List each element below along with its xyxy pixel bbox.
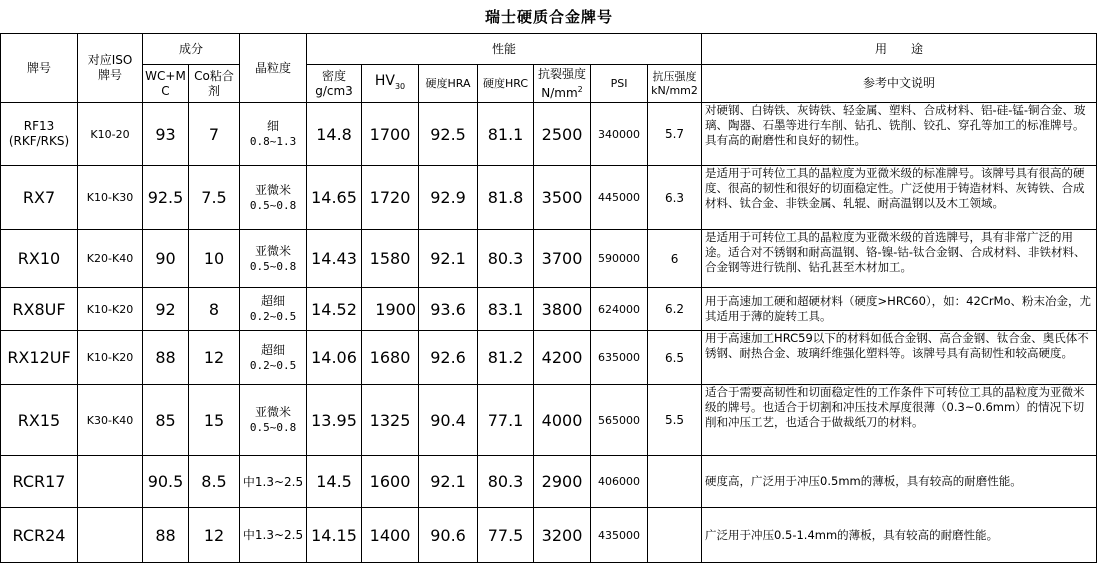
cell-density: 14.15 [307, 508, 362, 563]
cell-hra: 92.9 [419, 166, 478, 230]
header-iso-line2: 牌号 [97, 68, 122, 82]
header-comp [648, 65, 702, 103]
cell-grain-line2: 0.5~0.8 [249, 259, 297, 273]
cell-comp: 6.2 [648, 288, 702, 331]
cell-psi: 590000 [591, 230, 648, 288]
header-hv-sub: 30 [394, 81, 406, 91]
header-row-2 [1, 65, 1097, 103]
cell-usage: 广泛用于冲压0.5-1.4mm的薄板，具有较高的耐磨性能。 [702, 508, 1097, 563]
cell-comp [648, 456, 702, 508]
cell-hra: 90.6 [419, 508, 478, 563]
header-co-line1: Co粘合 [194, 68, 234, 83]
cell-wc: 90.5 [143, 456, 189, 508]
cell-grain [240, 166, 307, 230]
header-trs-sup: 2 [577, 84, 583, 94]
header-hra: 硬度HRA [419, 65, 478, 103]
cell-hrc: 80.3 [478, 456, 534, 508]
cell-grain-line2: 0.2~0.5 [249, 310, 297, 323]
cell-iso: K10-K20 [78, 331, 143, 385]
cell-grade-line2: (RKF/RKS) [8, 134, 70, 148]
table-row [1, 288, 1097, 331]
cell-psi: 435000 [591, 508, 648, 563]
cell-comp: 5.7 [648, 103, 702, 166]
cell-usage: 对硬钢、白铸铁、灰铸铁、轻金属、塑料、合成材料、铝-硅-锰-铜合金、玻璃、陶器、石墨等进行车削、钻孔、铣削、铰孔、穿孔等加工的标准牌号。具有高的耐磨性和良好的韧性。 [702, 103, 1097, 166]
cell-hra: 92.1 [419, 230, 478, 288]
cell-grain: 中1.3~2.5 [240, 456, 307, 508]
cell-comp: 6 [648, 230, 702, 288]
table-title: 瑞士硬质合金牌号 [484, 8, 613, 26]
header-comp-line1: 抗压强度 [652, 69, 697, 83]
header-performance: 性能 [307, 34, 702, 65]
cell-iso [78, 456, 143, 508]
header-grain: 晶粒度 [240, 34, 307, 103]
cell-grade [1, 103, 78, 166]
cell-hra: 90.4 [419, 385, 478, 456]
cell-density: 14.52 [307, 288, 362, 331]
cell-wc: 85 [143, 385, 189, 456]
cell-trs: 2900 [534, 456, 591, 508]
header-trs-line2-wrap [536, 82, 588, 101]
cell-hv: 1580 [362, 230, 419, 288]
cell-hra: 92.5 [419, 103, 478, 166]
cell-usage: 用于高速加工HRC59以下的材料如低合金钢、高合金钢、钛合金、奥氏体不锈钢、耐热合金、玻璃纤维强化塑料等。该牌号具有高韧性和较高硬度。 [702, 331, 1097, 385]
cell-co: 10 [189, 230, 240, 288]
cell-psi: 445000 [591, 166, 648, 230]
cell-grade: RX8UF [1, 288, 78, 331]
cell-psi: 565000 [591, 385, 648, 456]
table-row [1, 385, 1097, 456]
header-iso-line1: 对应ISO [87, 53, 133, 67]
header-trs [534, 65, 591, 103]
cell-co: 7 [189, 103, 240, 166]
header-row-1 [1, 34, 1097, 65]
cell-trs: 2500 [534, 103, 591, 166]
cell-hv: 1700 [362, 103, 419, 166]
header-wc-line2: C [161, 83, 170, 98]
cell-trs: 3500 [534, 166, 591, 230]
cell-psi: 340000 [591, 103, 648, 166]
cell-wc: 92.5 [143, 166, 189, 230]
cell-grade: RCR24 [1, 508, 78, 563]
cell-grade: RX15 [1, 385, 78, 456]
cell-grain-line2: 0.2~0.5 [249, 358, 297, 372]
cell-comp: 5.5 [648, 385, 702, 456]
header-density [307, 65, 362, 103]
cell-iso [78, 508, 143, 563]
cell-grain-line2: 0.8~1.3 [249, 135, 297, 148]
header-grade: 牌号 [1, 34, 78, 103]
cell-density: 14.43 [307, 230, 362, 288]
cell-hrc: 81.2 [478, 331, 534, 385]
header-composition: 成分 [143, 34, 240, 65]
table-row [1, 508, 1097, 563]
cell-hv: 1900 [362, 288, 419, 331]
cell-hrc: 81.8 [478, 166, 534, 230]
table-row [1, 331, 1097, 385]
header-co-line2: 剂 [208, 83, 221, 98]
cell-usage: 硬度高，广泛用于冲压0.5mm的薄板，具有较高的耐磨性能。 [702, 456, 1097, 508]
cell-hra: 92.1 [419, 456, 478, 508]
cell-psi: 406000 [591, 456, 648, 508]
cell-grain-line2: 0.5~0.8 [249, 421, 297, 434]
cell-grain: 中1.3~2.5 [240, 508, 307, 563]
cell-grain [240, 103, 307, 166]
cell-iso: K10-K30 [78, 166, 143, 230]
table-row [1, 230, 1097, 288]
cell-hrc: 77.1 [478, 385, 534, 456]
cell-grain-line2: 0.5~0.8 [249, 198, 297, 212]
header-density-line2: g/cm3 [315, 83, 353, 98]
header-usage: 用 途 [702, 34, 1097, 65]
cell-wc: 93 [143, 103, 189, 166]
cell-grain-line1: 超细 [261, 342, 286, 357]
cell-comp [648, 508, 702, 563]
cell-co: 12 [189, 508, 240, 563]
cell-trs: 3800 [534, 288, 591, 331]
header-hv-label: HV [374, 72, 395, 89]
cell-grain-line1: 细 [267, 119, 280, 133]
cell-grade: RX10 [1, 230, 78, 288]
cell-grain-line1: 亚微米 [255, 182, 292, 197]
cell-grade: RX12UF [1, 331, 78, 385]
cell-co: 8 [189, 288, 240, 331]
header-trs-line1: 抗裂强度 [538, 66, 587, 81]
cell-hv: 1325 [362, 385, 419, 456]
cell-hrc: 77.5 [478, 508, 534, 563]
header-co [189, 65, 240, 103]
cell-comp: 6.3 [648, 166, 702, 230]
cell-hra: 92.6 [419, 331, 478, 385]
header-density-line1: 密度 [322, 68, 347, 83]
table-row [1, 103, 1097, 166]
cell-hv: 1600 [362, 456, 419, 508]
cell-trs: 3700 [534, 230, 591, 288]
header-psi: PSI [591, 65, 648, 103]
cell-co: 15 [189, 385, 240, 456]
cell-grain-line1: 亚微米 [255, 243, 292, 258]
cell-trs: 4000 [534, 385, 591, 456]
header-iso [78, 34, 143, 103]
cell-grade: RX7 [1, 166, 78, 230]
cell-grain-line1: 亚微米 [255, 405, 292, 419]
cell-psi: 635000 [591, 331, 648, 385]
cell-wc: 88 [143, 331, 189, 385]
cell-density: 14.8 [307, 103, 362, 166]
header-hrc: 硬度HRC [478, 65, 534, 103]
cell-usage: 是适用于可转位工具的晶粒度为亚微米级的标准牌号。该牌号具有很高的硬度、很高的韧性和很好的切面稳定性。广泛使用于铸造材料、灰铸铁、合成材料、钛合金、非铁金属、轧辊、耐高温钢以及木工领域。 [702, 166, 1097, 230]
cell-wc: 92 [143, 288, 189, 331]
cell-co: 12 [189, 331, 240, 385]
cell-comp: 6.5 [648, 331, 702, 385]
cell-grade: RCR17 [1, 456, 78, 508]
header-hv [362, 65, 419, 103]
cell-hrc: 83.1 [478, 288, 534, 331]
table-row [1, 456, 1097, 508]
cell-grain [240, 385, 307, 456]
cell-usage: 用于高速加工硬和超硬材料（硬度>HRC60），如：42CrMo、粉末冶金，尤其适用于薄的旋转工具。 [702, 288, 1097, 331]
header-comp-line2: kN/mm2 [651, 83, 698, 97]
table-row [1, 166, 1097, 230]
cell-hv: 1680 [362, 331, 419, 385]
header-wc [143, 65, 189, 103]
cell-wc: 90 [143, 230, 189, 288]
cell-grade-line1: RF13 [23, 119, 55, 133]
grade-table [0, 33, 1097, 563]
cell-trs: 4200 [534, 331, 591, 385]
cell-grain-line1: 超细 [261, 294, 286, 308]
cell-psi: 624000 [591, 288, 648, 331]
cell-wc: 88 [143, 508, 189, 563]
cell-co: 8.5 [189, 456, 240, 508]
cell-usage: 适合于需要高韧性和切面稳定性的工作条件下可转位工具的晶粒度为亚微米级的牌号。也适合于切割和冲压技术厚度很薄（0.3~0.6mm）的情况下切削和冲压工艺，也适合于做裁纸刀的材料。 [702, 385, 1097, 456]
cell-iso: K30-K40 [78, 385, 143, 456]
cell-iso: K20-K40 [78, 230, 143, 288]
cell-hv: 1720 [362, 166, 419, 230]
cell-grain [240, 288, 307, 331]
cell-grain [240, 230, 307, 288]
header-usage-sub: 参考中文说明 [702, 65, 1097, 103]
cell-density: 14.65 [307, 166, 362, 230]
cell-usage: 是适用于可转位工具的晶粒度为亚微米级的首选牌号，具有非常广泛的用途。适合对不锈钢和耐高温钢、铬-镍-钴-钛合金钢、合成材料、非铁材料、合金钢等进行铣削、钻孔甚至木材加工。 [702, 230, 1097, 288]
cell-hra: 93.6 [419, 288, 478, 331]
cell-iso: K10-K20 [78, 288, 143, 331]
cell-co: 7.5 [189, 166, 240, 230]
cell-density: 14.5 [307, 456, 362, 508]
cell-hrc: 80.3 [478, 230, 534, 288]
cell-density: 13.95 [307, 385, 362, 456]
cell-hv: 1400 [362, 508, 419, 563]
cell-trs: 3200 [534, 508, 591, 563]
cell-iso: K10-20 [78, 103, 143, 166]
header-trs-line2: N/mm [541, 85, 578, 100]
cell-hrc: 81.1 [478, 103, 534, 166]
cell-grain [240, 331, 307, 385]
cell-density: 14.06 [307, 331, 362, 385]
header-wc-line1: WC+M [145, 68, 186, 83]
